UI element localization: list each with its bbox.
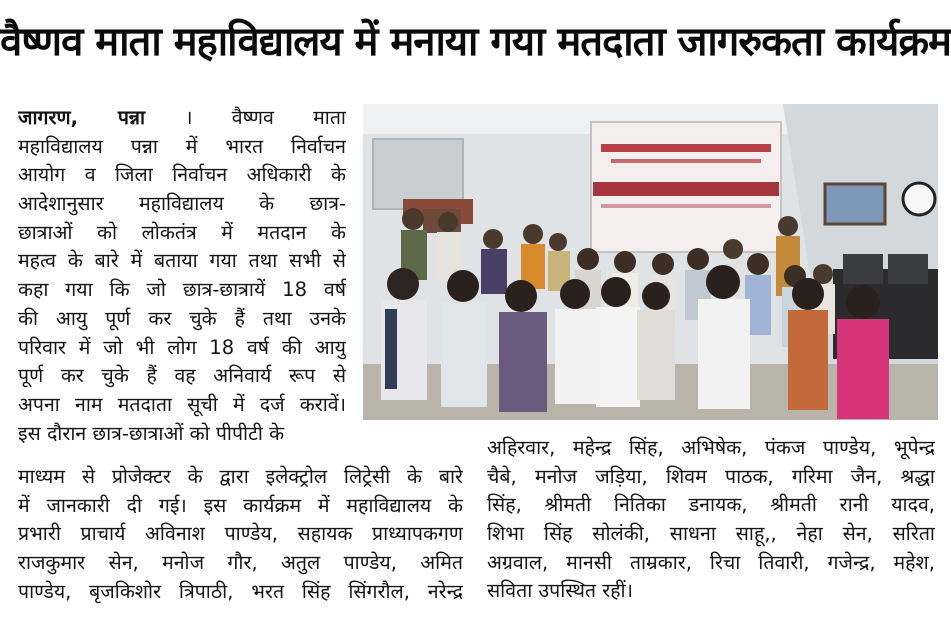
article-line: सिंह, श्रीमती नितिका डनायक, श्रीमती रानी यादव, — [487, 493, 935, 517]
event-photo — [363, 104, 938, 420]
article-line: अग्रवाल, मानसी ताम्रकार, रिचा तिवारी, गजेन्द्र, महेश, — [487, 550, 935, 574]
article-line: अहिरवार, महेन्द्र सिंह, अभिषेक, पंकज पाण्डेय, भूपेन्द्र — [487, 436, 935, 459]
article-line: आयोग व जिला निर्वाचन अधिकारी के — [18, 163, 346, 187]
article-line: छात्राओं को लोकतंत्र में मतदान के — [18, 220, 346, 244]
article-line-text: । वैष्णव माता — [185, 106, 346, 129]
article-line: पाण्डेय, बृजकिशोर त्रिपाठी, भरत सिंह सिंगरौल, नरेन्द्र — [18, 579, 463, 603]
article-column-right — [487, 434, 935, 606]
article-line — [18, 104, 346, 133]
article-line: महाविद्यालय पन्ना में भारत निर्वाचन — [18, 134, 346, 158]
article-line: अपना नाम मतदाता सूची में दर्ज करावें। — [18, 392, 346, 416]
article-line: शिभा सिंह सोलंकी, साधना साहू,, नेहा सेन, सरिता — [487, 522, 935, 546]
article-line: सविता उपस्थित रहीं। — [487, 579, 633, 603]
article-line: पूर्ण कर चुके हैं वह अनिवार्य रूप से — [18, 364, 346, 388]
article-column-left — [18, 104, 346, 448]
article-line: माध्यम से प्रोजेक्टर के द्वारा इलेक्ट्रोल लिट्रेसी के बारे — [18, 465, 463, 488]
wall-frame — [825, 184, 885, 224]
article-line: की आयु पूर्ण कर चुके हैं तथा उनके — [18, 306, 346, 330]
article-line: में जानकारी दी गई। इस कार्यक्रम में महाविद्यालय के — [18, 493, 463, 517]
article-line: महत्व के बारे में बताया गया तथा सभी से — [18, 249, 346, 273]
headline: वैष्णव माता महाविद्यालय में मनाया गया मतदाता जागरुकता कार्यक्रम — [0, 19, 951, 65]
article-line: आदेशानुसार महाविद्यालय के छात्र- — [18, 192, 346, 216]
article-line: चैबे, मनोज जड़िया, शिवम पाठक, गरिमा जैन, श्रद्धा — [487, 464, 935, 488]
article-line: प्रभारी प्राचार्य अविनाश पाण्डेय, सहायक प्राध्यापकगण — [18, 522, 463, 546]
article-line: राजकुमार सेन, मनोज गौर, अतुल पाण्डेय, अमित — [18, 551, 463, 575]
article-column-bottom-left — [18, 463, 463, 606]
article-line: परिवार में जो भी लोग 18 वर्ष की आयु — [18, 335, 346, 359]
dateline: जागरण, पन्ना — [18, 106, 146, 129]
wall-clock — [903, 183, 935, 215]
article-line: इस दौरान छात्र-छात्राओं को पीपीटी के — [18, 421, 285, 445]
event-photo-illustration — [363, 104, 938, 420]
article-line: कहा गया कि जो छात्र-छात्रायें 18 वर्ष — [18, 278, 346, 302]
